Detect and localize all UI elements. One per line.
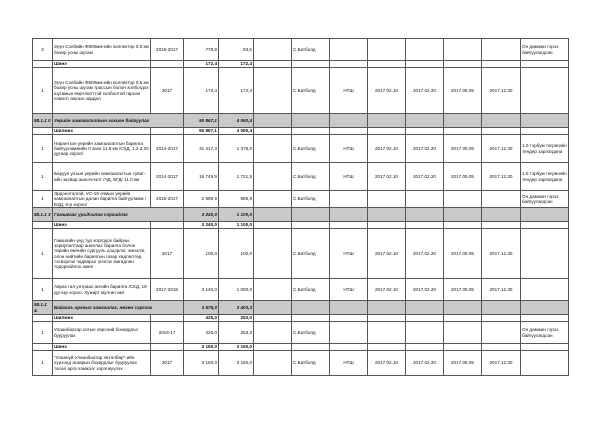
cell-person: С.Батболд xyxy=(292,322,330,344)
cell-empty xyxy=(521,344,569,351)
section-number: 58.1.1 4. xyxy=(33,301,53,315)
subgroup-label: Шилжих xyxy=(53,315,151,322)
cell-empty xyxy=(330,315,368,322)
cell-d3: 2017.05.05 xyxy=(444,351,482,376)
cell-empty xyxy=(330,301,368,315)
cell-years: 2017 xyxy=(151,68,184,114)
cell-type: НТШ xyxy=(330,279,368,301)
cell-amount: 3 150,0 xyxy=(219,351,254,376)
cell-name: Наранткэн уерийн хамгаалалтын барилга байгууламжийн II залк 11.8 км /СХД, 1.2.3.20 дугаар хороо/ xyxy=(53,135,151,163)
cell-d4 xyxy=(482,322,521,344)
cell-d4: 2017.12.30 xyxy=(482,68,521,114)
cell-empty xyxy=(444,222,482,229)
cell-empty xyxy=(368,208,406,222)
cell-years: 2015-2017 xyxy=(151,39,184,61)
cell-d4: 2017.12.30 xyxy=(482,229,521,279)
cell-total: 3 150,0 xyxy=(184,344,219,351)
cell-empty xyxy=(292,222,330,229)
subgroup-label: Шинэ xyxy=(53,222,151,229)
cell-amount: 3 403,3 xyxy=(219,301,254,315)
cell-empty xyxy=(151,128,184,135)
cell-person: С.Батболд xyxy=(292,229,330,279)
cell-d4: 2017.12.30 xyxy=(482,135,521,163)
table-row xyxy=(33,61,569,68)
cell-empty xyxy=(368,315,406,322)
section-title: Байгаль орчныг хамгаалах, нөхөн сэргээх xyxy=(53,301,184,315)
cell-d4: 2017.12.30 xyxy=(482,163,521,191)
cell-empty xyxy=(330,344,368,351)
cell-no: 1 xyxy=(33,191,53,208)
cell-name: Гамшгийн үед тур хоргодох байрны зориулалтаар ашиглах барилга болон төрийн өмчийн сургууль цэцэрлэг, эмнэлэг, олон нийтийн барилгын газар хөдлөлтөд тэсвэрлэх чадварыг үнэлэх магадлан тодорхойлох ажил xyxy=(53,229,151,279)
cell-no: 1 xyxy=(33,68,53,114)
cell-total: 16 749,9 xyxy=(184,163,219,191)
cell-note: Он дамжин гэрээ байгуулагдсан xyxy=(521,39,569,61)
table-row xyxy=(33,322,569,344)
table-row xyxy=(33,163,569,191)
cell-d2: 2017.02.20 xyxy=(406,135,444,163)
cell-name: Зүүн Сэлбийн Ф500мм-ийн коллектор 0,5 км бохир усны шугам xyxy=(53,39,151,61)
cell-no: 1 xyxy=(33,229,53,279)
cell-empty xyxy=(406,315,444,322)
cell-amount: 1 721,5 xyxy=(219,163,254,191)
cell-total: 3 150,0 xyxy=(184,351,219,376)
cell-empty xyxy=(292,301,330,315)
cell-note: Он дамжин гэрээ байгуулагдсан xyxy=(521,322,569,344)
cell-empty xyxy=(292,128,330,135)
section-number: 58.1.1 3 xyxy=(33,208,53,222)
cell-d3: 2017.05.05 xyxy=(444,229,482,279)
cell-empty xyxy=(254,222,292,229)
cell-no: 1 xyxy=(33,135,53,163)
cell-years: 2015-2017 xyxy=(151,191,184,208)
cell-person: С.Батболд xyxy=(292,351,330,376)
cell-note xyxy=(521,279,569,301)
table-row xyxy=(33,39,569,61)
cell-person: С.Батболд xyxy=(292,68,330,114)
cell-empty xyxy=(254,301,292,315)
cell-d1: 2017.02.10 xyxy=(368,279,406,301)
cell-d1: 2017.02.10 xyxy=(368,135,406,163)
cell-empty xyxy=(151,344,184,351)
cell-years: 2014-2017 xyxy=(151,135,184,163)
cell-empty xyxy=(482,301,521,315)
cell-empty xyxy=(33,344,53,351)
cell-empty xyxy=(330,114,368,128)
cell-empty xyxy=(406,208,444,222)
section-title: Гамшгаас урьдчилан сэргийлэх xyxy=(53,208,184,222)
cell-total: 2 699,9 xyxy=(184,191,219,208)
cell-empty xyxy=(521,114,569,128)
cell-empty xyxy=(521,222,569,229)
cell-person: С.Батболд xyxy=(292,163,330,191)
cell-d3 xyxy=(444,39,482,61)
cell-empty xyxy=(521,208,569,222)
table-row xyxy=(33,68,569,114)
cell-empty xyxy=(292,61,330,68)
cell-empty xyxy=(330,61,368,68)
table-row xyxy=(33,128,569,135)
cell-empty xyxy=(482,114,521,128)
cell-total: 50 867,1 xyxy=(184,128,219,135)
cell-d3 xyxy=(444,322,482,344)
cell-name: Баруун улзын уерийн хамгаалалтын сувагийн засвар шинэчлэлт /ЧД, БГД/ 11.0 км xyxy=(53,163,151,191)
cell-empty xyxy=(521,301,569,315)
cell-total: 3 240,0 xyxy=(184,208,219,222)
cell-years: 2017-2018 xyxy=(151,279,184,301)
cell-empty xyxy=(482,208,521,222)
cell-empty xyxy=(292,208,330,222)
cell-empty xyxy=(254,279,292,301)
cell-empty xyxy=(444,208,482,222)
cell-empty xyxy=(254,229,292,279)
table-body xyxy=(33,39,569,376)
cell-amount: 4 060,4 xyxy=(219,128,254,135)
cell-empty xyxy=(521,128,569,135)
cell-empty xyxy=(406,128,444,135)
cell-empty xyxy=(292,344,330,351)
cell-d1: 2017.02.10 xyxy=(368,163,406,191)
cell-empty xyxy=(254,68,292,114)
cell-empty xyxy=(254,315,292,322)
cell-d3: 2017.05.05 xyxy=(444,279,482,301)
cell-type: НТШ xyxy=(330,135,368,163)
cell-note xyxy=(521,68,569,114)
cell-empty xyxy=(444,344,482,351)
cell-years: 2017 xyxy=(151,229,184,279)
cell-total: 50 867,1 xyxy=(184,114,219,128)
cell-d3: 2017.05.05 xyxy=(444,135,482,163)
table-row xyxy=(33,344,569,351)
table-row xyxy=(33,229,569,279)
cell-empty xyxy=(254,163,292,191)
cell-empty xyxy=(482,128,521,135)
cell-person: С.Батболд xyxy=(292,39,330,61)
table-row xyxy=(33,301,569,315)
cell-d2: 2017.02.20 xyxy=(406,351,444,376)
cell-note xyxy=(521,351,569,376)
cell-empty xyxy=(254,114,292,128)
cell-years: 2014-2017 xyxy=(151,163,184,191)
subgroup-label: Шилжих xyxy=(53,128,151,135)
cell-total: 31 417,3 xyxy=(184,135,219,163)
cell-person: С.Батболд xyxy=(292,279,330,301)
cell-name: "Улаанүй Улаанбаатар хөтөлбөр"-ийн хүрээнд агаарын бохирдлыг бууруулах төсөл арга хэмжээг хэрэгжүүлэх xyxy=(53,351,151,376)
cell-empty xyxy=(254,128,292,135)
cell-empty xyxy=(330,128,368,135)
table-row xyxy=(33,208,569,222)
cell-d1 xyxy=(368,322,406,344)
cell-person: С.Батболд xyxy=(292,191,330,208)
cell-total: 778,8 xyxy=(184,39,219,61)
budget-table xyxy=(32,38,569,376)
cell-empty xyxy=(151,315,184,322)
cell-empty xyxy=(254,344,292,351)
cell-amount: 253,3 xyxy=(219,322,254,344)
cell-no: 1 xyxy=(33,351,53,376)
cell-d3: 2017.05.05 xyxy=(444,163,482,191)
cell-amount: 1 000,0 xyxy=(219,279,254,301)
cell-d3 xyxy=(444,191,482,208)
cell-no: 1 xyxy=(33,279,53,301)
cell-empty xyxy=(406,344,444,351)
cell-amount: 172,4 xyxy=(219,61,254,68)
cell-empty xyxy=(368,61,406,68)
cell-empty xyxy=(444,114,482,128)
cell-d1: 2017.02.10 xyxy=(368,351,406,376)
table-row xyxy=(33,114,569,128)
cell-empty xyxy=(292,315,330,322)
cell-name: Аврах гал унтраах ангийн барилга /СХД, 19 дүгээр хороо, Хужирт мулгин ам/ xyxy=(53,279,151,301)
cell-name: Улаанбаатар хотын хөрсний бохирдлыг бууруулах xyxy=(53,322,151,344)
cell-empty xyxy=(521,315,569,322)
cell-d2: 2017.02.20 xyxy=(406,279,444,301)
cell-empty xyxy=(406,301,444,315)
cell-empty xyxy=(368,114,406,128)
cell-empty xyxy=(254,351,292,376)
cell-total: 3 240,0 xyxy=(184,222,219,229)
cell-type xyxy=(330,39,368,61)
cell-no: 1 xyxy=(33,322,53,344)
cell-amount: 253,0 xyxy=(219,315,254,322)
cell-empty xyxy=(444,128,482,135)
cell-empty xyxy=(254,135,292,163)
cell-note xyxy=(521,229,569,279)
cell-d4: 2017.12.30 xyxy=(482,351,521,376)
section-number: 58.1.1 0 xyxy=(33,114,53,128)
cell-empty xyxy=(406,61,444,68)
table-row xyxy=(33,351,569,376)
cell-empty xyxy=(368,344,406,351)
cell-name: Эрдэнэтолгой, УС-15 очмын уерийн хамгаалалтын далан барилга байгууламж /БЗД, 8-р хороо/ xyxy=(53,191,151,208)
cell-d4: 2017.12.30 xyxy=(482,279,521,301)
table-row xyxy=(33,279,569,301)
cell-d2 xyxy=(406,322,444,344)
cell-empty xyxy=(482,344,521,351)
cell-empty xyxy=(254,191,292,208)
cell-empty xyxy=(33,315,53,322)
cell-amount: 172,4 xyxy=(219,68,254,114)
cell-empty xyxy=(482,315,521,322)
cell-person: С.Батболд xyxy=(292,135,330,163)
cell-type: НТШ xyxy=(330,163,368,191)
cell-empty xyxy=(482,222,521,229)
cell-amount: 93,5 xyxy=(219,39,254,61)
cell-amount: 3 150,0 xyxy=(219,344,254,351)
cell-type: НТШ xyxy=(330,68,368,114)
cell-empty xyxy=(254,39,292,61)
cell-empty xyxy=(33,222,53,229)
cell-d1: 2017.02.10 xyxy=(368,68,406,114)
cell-no: 3 xyxy=(33,39,53,61)
cell-empty xyxy=(33,128,53,135)
table-row xyxy=(33,191,569,208)
cell-empty xyxy=(330,208,368,222)
cell-years: 2016-17 xyxy=(151,322,184,344)
table-row xyxy=(33,222,569,229)
cell-d2 xyxy=(406,39,444,61)
cell-empty xyxy=(406,222,444,229)
cell-note: 1.0 тэрбум төгрөгийн тендер зарлагдана xyxy=(521,163,569,191)
cell-type: НТШ xyxy=(330,351,368,376)
cell-total: 425,0 xyxy=(184,322,219,344)
cell-name: Зүүн Сэлбийн Ф500мм-ийн коллектор 0,5 км бохир усны шугам трассын болон холбогдох шугамын өөрчлөлттэй холбоотой гарсан нэмэлт ажлын зардал xyxy=(53,68,151,114)
cell-empty xyxy=(254,208,292,222)
cell-empty xyxy=(444,315,482,322)
cell-d1 xyxy=(368,191,406,208)
subgroup-label: Шинэ xyxy=(53,61,151,68)
cell-d3: 2017.05.05 xyxy=(444,68,482,114)
subgroup-label: Шинэ xyxy=(53,344,151,351)
cell-empty xyxy=(151,222,184,229)
cell-d2 xyxy=(406,191,444,208)
cell-empty xyxy=(368,301,406,315)
cell-total: 172,4 xyxy=(184,61,219,68)
cell-amount: 1 100,0 xyxy=(219,222,254,229)
cell-total: 172,4 xyxy=(184,68,219,114)
cell-type: НТШ xyxy=(330,229,368,279)
cell-amount: 1 378,0 xyxy=(219,135,254,163)
cell-note: Он дамжин гэрээ байгуулагдсан xyxy=(521,191,569,208)
cell-d4 xyxy=(482,39,521,61)
cell-d1 xyxy=(368,39,406,61)
cell-amount: 959,9 xyxy=(219,191,254,208)
cell-total: 100,0 xyxy=(184,229,219,279)
cell-d2: 2017.02.20 xyxy=(406,68,444,114)
cell-total: 3 575,0 xyxy=(184,301,219,315)
cell-empty xyxy=(368,222,406,229)
cell-empty xyxy=(292,114,330,128)
cell-empty xyxy=(444,301,482,315)
table-row xyxy=(33,315,569,322)
cell-empty xyxy=(406,114,444,128)
cell-empty xyxy=(254,322,292,344)
cell-d2: 2017.02.20 xyxy=(406,229,444,279)
cell-amount: 4 060,4 xyxy=(219,114,254,128)
cell-empty xyxy=(330,222,368,229)
cell-empty xyxy=(444,61,482,68)
cell-empty xyxy=(368,128,406,135)
cell-total: 3 140,0 xyxy=(184,279,219,301)
cell-empty xyxy=(151,61,184,68)
cell-d2: 2017.02.20 xyxy=(406,163,444,191)
table-row xyxy=(33,135,569,163)
cell-amount: 1 100,0 xyxy=(219,208,254,222)
cell-empty xyxy=(254,61,292,68)
cell-type xyxy=(330,322,368,344)
cell-empty xyxy=(521,61,569,68)
cell-note: 1.0 тэрбум төгрөгийн тендер зарлагдана xyxy=(521,135,569,163)
cell-d1: 2017.02.10 xyxy=(368,229,406,279)
cell-total: 425,0 xyxy=(184,315,219,322)
cell-years: 2017 xyxy=(151,351,184,376)
cell-d4 xyxy=(482,191,521,208)
section-title: Уерийн хамгаалалтын зохион байгуулах xyxy=(53,114,184,128)
cell-no: 1 xyxy=(33,163,53,191)
cell-type xyxy=(330,191,368,208)
cell-empty xyxy=(482,61,521,68)
cell-empty xyxy=(33,61,53,68)
cell-amount: 100,0 xyxy=(219,229,254,279)
